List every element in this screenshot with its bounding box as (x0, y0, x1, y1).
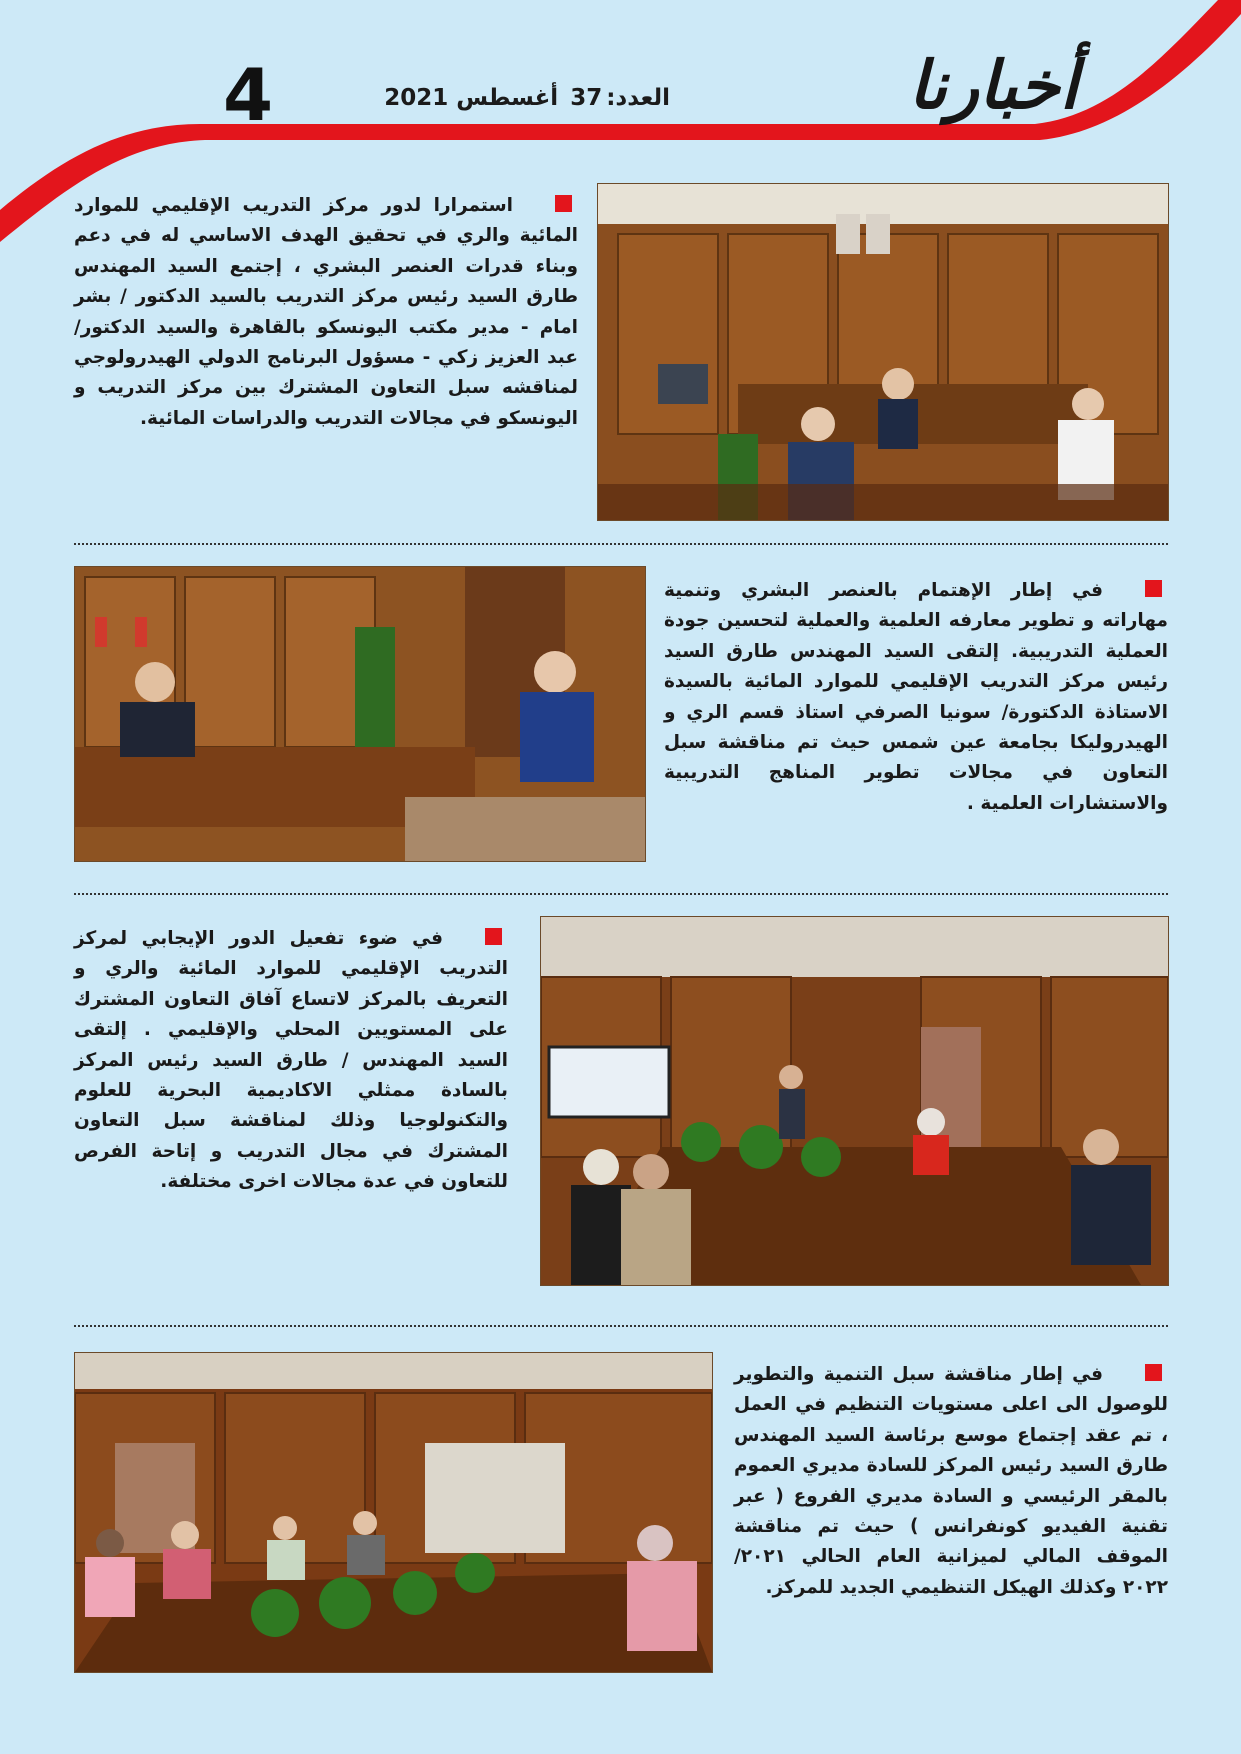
desk-meeting-photo-icon (75, 567, 645, 861)
office-meeting-photo-icon (598, 184, 1168, 520)
section-divider (74, 1325, 1168, 1327)
article-2-text: في إطار الإهتمام بالعنصر البشري وتنمية مهاراته و تطوير معارفه العلمية والعملية لتحسين جودة العملية التدريبية. إلتقى السيد المهندس طارق السيد رئيس مركز التدريب الإقليمي للموارد المائية بالسيدة الاستاذة الدكتورة/ سونيا الصرفي استاذ قسم الري و الهيدروليكا بجامعة عين شمس حيث تم مناقشة سبل التعاون في مجالات تطوير المناهج التدريبية والاستشارات العلمية . (664, 580, 1168, 814)
newspaper-logo: أخبارنا (908, 46, 1078, 124)
issue-label: العدد: (606, 85, 670, 111)
red-square-bullet-icon (555, 195, 572, 212)
issue-info (370, 78, 670, 118)
article-4-text: في إطار مناقشة سبل التنمية والتطوير للوصول الى اعلى مستويات التنظيم في العمل ، تم عقد إجتماع موسع برئاسة السيد المهندس طارق السيد رئيس المركز للسادة مديري العموم بالمقر الرئيسي و السادة مديري الفروع ( عبر تقنية الفيديو كونفرانس ) حيث تم مناقشة الموقف المالي لميزانية العام الحالي ٢٠٢١/ ٢٠٢٢ وكذلك الهيكل التنظيمي الجديد للمركز. (734, 1364, 1168, 1598)
article-2-photo (74, 566, 646, 862)
red-square-bullet-icon (1145, 1364, 1162, 1381)
page-number: 4 (222, 53, 274, 137)
conference-room-photo-icon (541, 917, 1168, 1285)
article-2 (664, 576, 1168, 866)
article-1-text: استمرارا لدور مركز التدريب الإقليمي للموارد المائية والري في تحقيق الهدف الاساسي له في دعم وبناء قدرات العنصر البشري ، إجتمع السيد المهندس طارق السيد رئيس مركز التدريب بالسيد الدكتور / بشر امام - مدير مكتب اليونسكو بالقاهرة والسيد الدكتور/ عبد العزيز زكي - مسؤول البرنامج الدولي الهيدرولوجي لمناقشه سبل التعاون المشترك بين مركز التدريب و اليونسكو في مجالات التدريب والدراسات المائية. (74, 195, 578, 429)
article-4-photo (74, 1352, 713, 1673)
red-square-bullet-icon (485, 928, 502, 945)
article-3-text: في ضوء تفعيل الدور الإيجابي لمركز التدريب الإقليمي للموارد المائية والري و التعريف بالمركز لاتساع آفاق التعاون المشترك على المستويين المحلي والإقليمي . إلتقى السيد المهندس / طارق السيد رئيس المركز بالسادة ممثلي الاكاديمية البحرية للعلوم والتكنولوجيا وذلك لمناقشة سبل التعاون المشترك في مجال التدريب و إتاحة الفرص للتعاون في عدة مجالات اخرى مختلفة. (74, 928, 508, 1193)
article-3-photo (540, 916, 1169, 1286)
article-3 (74, 924, 508, 1294)
boardroom-photo-icon (75, 1353, 712, 1672)
red-square-bullet-icon (1145, 580, 1162, 597)
section-divider (74, 543, 1168, 545)
article-4 (734, 1360, 1168, 1700)
section-divider (74, 893, 1168, 895)
article-1-photo (597, 183, 1169, 521)
issue-number: 37 (570, 85, 603, 111)
article-1 (74, 191, 578, 521)
issue-date: أغسطس 2021 (384, 85, 559, 111)
